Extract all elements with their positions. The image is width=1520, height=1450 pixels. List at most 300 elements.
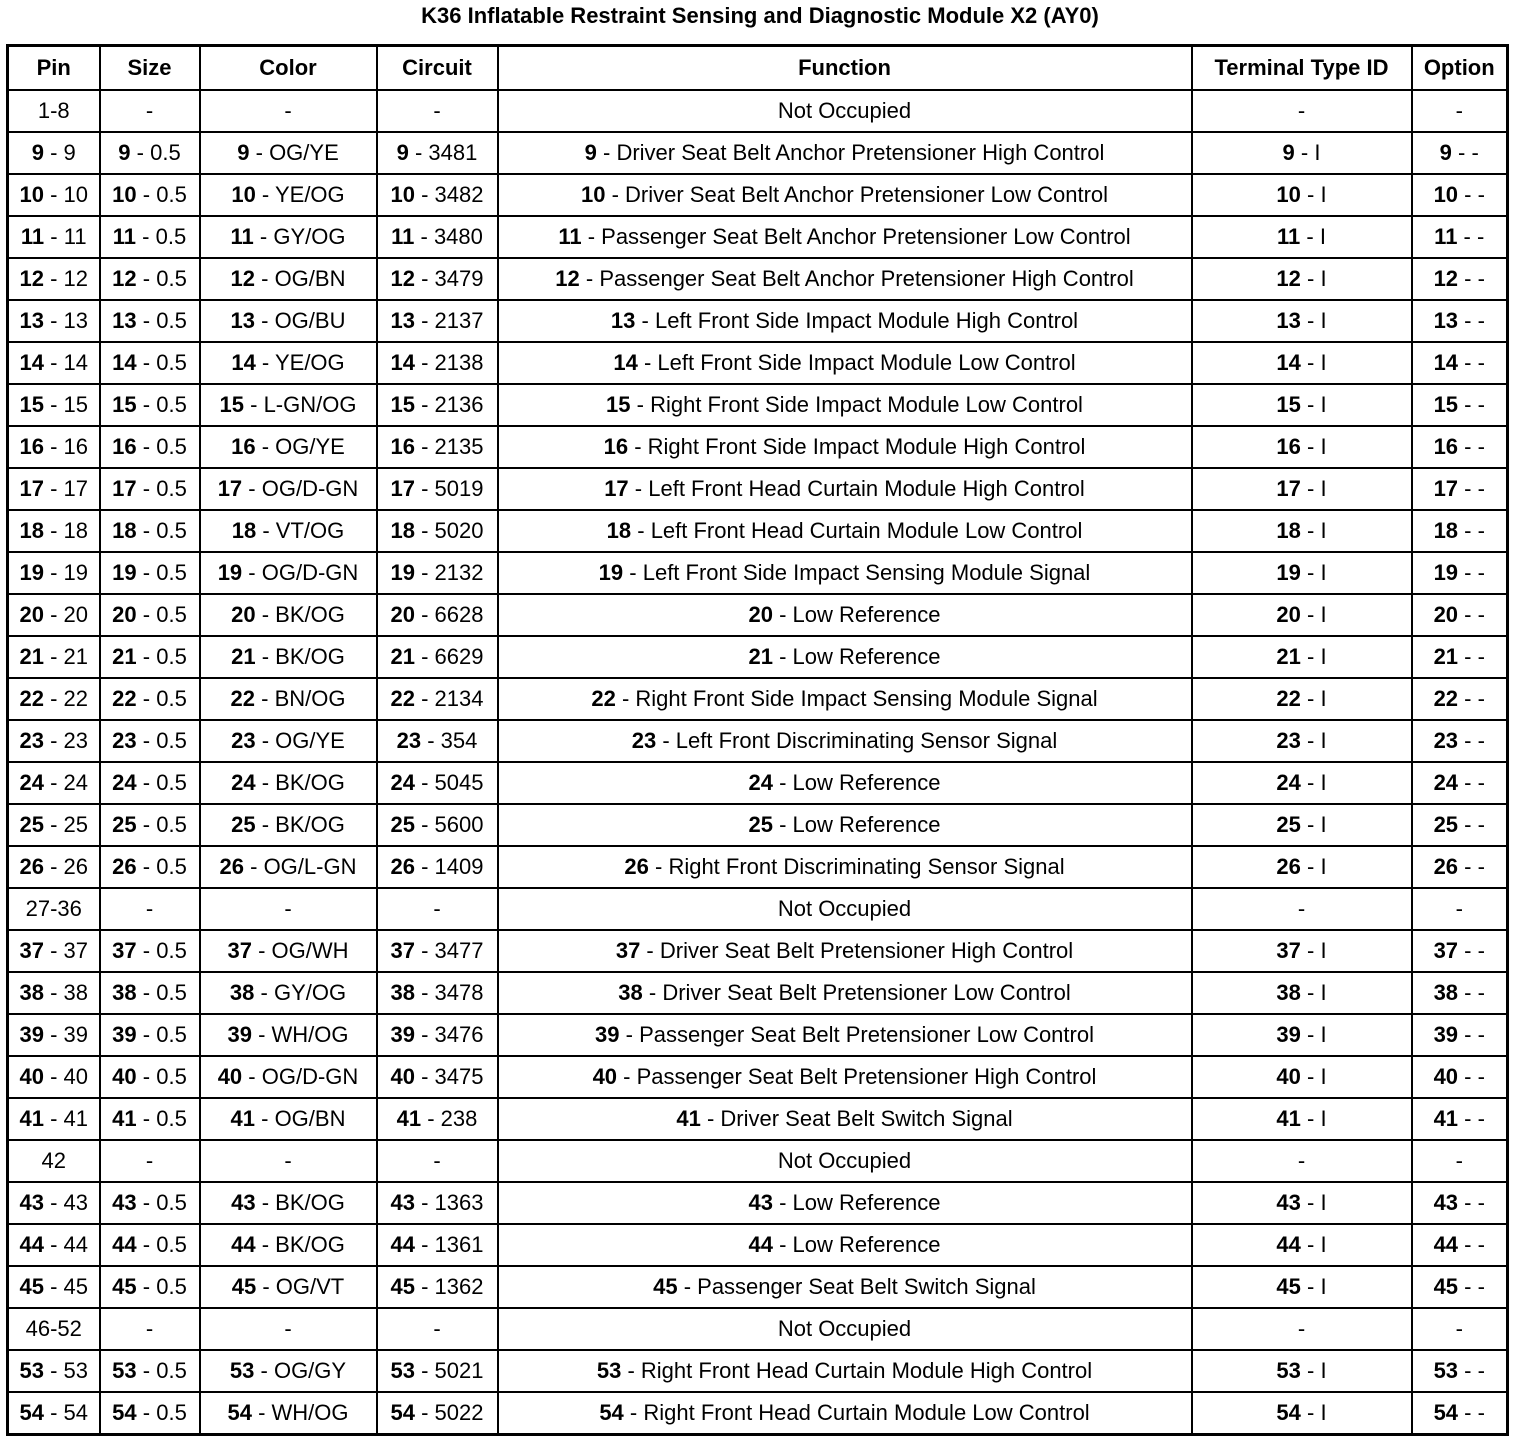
pin-number: 54 <box>227 1400 252 1425</box>
cell-color <box>200 1140 377 1182</box>
table-row <box>8 1182 1508 1224</box>
pin-number: 26 <box>219 854 244 879</box>
table-row <box>8 594 1508 636</box>
separator: - <box>136 854 157 879</box>
pin-number: 19 <box>217 560 243 585</box>
cell-value: 53 <box>63 1358 89 1383</box>
cell-value: Passenger Seat Belt Pretensioner High Control <box>636 1064 1097 1089</box>
table-row <box>8 426 1508 468</box>
separator: - <box>1300 1064 1321 1089</box>
separator: - <box>1300 812 1321 837</box>
pin-number: 43 <box>231 1190 256 1215</box>
cell-function <box>498 1098 1192 1140</box>
cell-color <box>200 1182 377 1224</box>
cell-value: BK/OG <box>275 644 345 669</box>
separator: - <box>1300 1358 1321 1383</box>
cell-value: WH/OG <box>271 1022 349 1047</box>
pin-number: 10 <box>112 182 137 207</box>
cell-terminal-type-id <box>1192 90 1412 132</box>
cell-value: I <box>1320 308 1327 333</box>
separator: - <box>251 1400 272 1425</box>
pin-number: 53 <box>112 1358 137 1383</box>
cell-value: - <box>1477 182 1485 207</box>
separator: - <box>249 140 270 165</box>
cell-circuit <box>377 1266 498 1308</box>
separator: - <box>1300 602 1321 627</box>
separator: - <box>414 266 435 291</box>
cell-terminal-type-id <box>1192 804 1412 846</box>
cell-value: 0.5 <box>156 266 187 291</box>
separator: - <box>43 392 64 417</box>
cell-value: YE/OG <box>274 350 345 375</box>
cell-value: OG/YE <box>269 140 339 165</box>
separator: - <box>414 1400 435 1425</box>
cell-circuit <box>377 1098 498 1140</box>
cell-circuit <box>377 1056 498 1098</box>
separator: - <box>1451 140 1472 165</box>
separator: - <box>255 812 276 837</box>
cell-function <box>498 1308 1192 1350</box>
cell-terminal-type-id <box>1192 594 1412 636</box>
pin-number: 14 <box>112 350 137 375</box>
cell-value: - <box>284 98 292 123</box>
cell-size <box>100 342 200 384</box>
cell-function <box>498 216 1192 258</box>
table-row <box>8 258 1508 300</box>
pin-number: 13 <box>112 308 137 333</box>
pin-number: 19 <box>1276 560 1301 585</box>
separator: - <box>244 392 264 417</box>
cell-color <box>200 678 377 720</box>
cell-circuit <box>377 1224 498 1266</box>
cell-value: 3480 <box>433 224 483 249</box>
cell-circuit <box>377 930 498 972</box>
pin-number: 16 <box>603 434 629 459</box>
separator: - <box>255 1190 276 1215</box>
pin-number: 9 <box>396 140 409 165</box>
cell-value: - <box>1477 308 1485 333</box>
table-row <box>8 342 1508 384</box>
cell-value: 5020 <box>434 518 484 543</box>
cell-value: 1362 <box>434 1274 484 1299</box>
pin-number: 15 <box>219 392 244 417</box>
pin-number: 40 <box>592 1064 618 1089</box>
table-row <box>8 216 1508 258</box>
cell-circuit <box>377 342 498 384</box>
pin-number: 26 <box>19 854 44 879</box>
cell-value: Right Front Side Impact Module High Control <box>647 434 1086 459</box>
cell-circuit <box>377 258 498 300</box>
pin-number: 25 <box>231 812 256 837</box>
cell-circuit <box>377 384 498 426</box>
pin-number: 26 <box>112 854 137 879</box>
cell-value: 3478 <box>434 980 484 1005</box>
cell-size <box>100 1014 200 1056</box>
cell-function <box>498 762 1192 804</box>
pin-number: 54 <box>1276 1400 1301 1425</box>
pin-number: 44 <box>231 1232 256 1257</box>
pin-number: 17 <box>112 476 137 501</box>
cell-option <box>1412 846 1508 888</box>
cell-value: 37 <box>63 938 89 963</box>
pin-number: 23 <box>631 728 657 753</box>
cell-function <box>498 300 1192 342</box>
separator: - <box>136 1106 157 1131</box>
cell-pin <box>8 552 100 594</box>
pin-number: 10 <box>390 182 415 207</box>
cell-value: - <box>1477 686 1485 711</box>
cell-value: 0.5 <box>156 812 187 837</box>
separator: - <box>136 224 156 249</box>
pin-number: 37 <box>1276 938 1301 963</box>
separator: - <box>136 686 157 711</box>
pin-number: 43 <box>112 1190 137 1215</box>
cell-terminal-type-id <box>1192 1392 1412 1435</box>
cell-value: - <box>1477 728 1485 753</box>
table-row <box>8 1140 1508 1182</box>
header-row <box>8 46 1508 91</box>
cell-function <box>498 552 1192 594</box>
pin-number: 18 <box>1276 518 1301 543</box>
cell-pin <box>8 132 100 174</box>
separator: - <box>43 1022 64 1047</box>
pin-number: 24 <box>748 770 773 795</box>
pin-number: 22 <box>112 686 137 711</box>
separator: - <box>1300 1190 1321 1215</box>
cell-value: 42 <box>41 1148 66 1173</box>
cell-value: 0.5 <box>156 1274 187 1299</box>
separator: - <box>414 854 435 879</box>
cell-value: 0.5 <box>156 1232 187 1257</box>
cell-circuit <box>377 1014 498 1056</box>
cell-value: - <box>433 1148 441 1173</box>
pin-number: 43 <box>19 1190 44 1215</box>
separator: - <box>414 812 435 837</box>
cell-color <box>200 846 377 888</box>
cell-value: Driver Seat Belt Pretensioner High Control <box>659 938 1074 963</box>
cell-option <box>1412 1308 1508 1350</box>
cell-value: L-GN/OG <box>263 392 357 417</box>
pin-number: 37 <box>1433 938 1459 963</box>
separator: - <box>1300 770 1321 795</box>
pin-number: 25 <box>1276 812 1301 837</box>
cell-option <box>1412 1266 1508 1308</box>
separator: - <box>1457 224 1477 249</box>
cell-size <box>100 846 200 888</box>
separator: - <box>414 686 435 711</box>
cell-color <box>200 1056 377 1098</box>
separator: - <box>1458 686 1478 711</box>
pin-number: 41 <box>19 1106 44 1131</box>
pin-number: 26 <box>624 854 649 879</box>
separator: - <box>414 980 435 1005</box>
separator: - <box>1300 728 1321 753</box>
cell-value: - <box>145 1316 154 1341</box>
pin-number: 17 <box>604 476 629 501</box>
cell-value: I <box>1314 140 1321 165</box>
cell-value: - <box>284 1316 292 1341</box>
separator: - <box>414 770 435 795</box>
separator: - <box>1458 1400 1478 1425</box>
separator: - <box>1300 938 1321 963</box>
separator: - <box>1300 686 1321 711</box>
cell-circuit <box>377 720 498 762</box>
pin-number: 12 <box>19 266 44 291</box>
pin-number: 39 <box>1276 1022 1301 1047</box>
cell-option <box>1412 1350 1508 1392</box>
pin-number: 22 <box>19 686 44 711</box>
table-row <box>8 678 1508 720</box>
separator: - <box>43 644 64 669</box>
separator: - <box>414 1190 435 1215</box>
pin-number: 13 <box>610 308 636 333</box>
cell-size <box>100 300 200 342</box>
cell-value: I <box>1320 602 1327 627</box>
cell-value: 12 <box>63 266 89 291</box>
pin-number: 38 <box>112 980 137 1005</box>
pin-number: 54 <box>390 1400 415 1425</box>
cell-pin <box>8 1308 100 1350</box>
pin-number: 24 <box>19 770 44 795</box>
separator: - <box>1458 938 1478 963</box>
cell-value: 2132 <box>434 560 484 585</box>
separator: - <box>136 266 157 291</box>
cell-value: Not Occupied <box>777 1148 912 1173</box>
cell-value: 2138 <box>434 350 484 375</box>
separator: - <box>414 1358 435 1383</box>
cell-color <box>200 258 377 300</box>
cell-size <box>100 930 200 972</box>
document-title: K36 Inflatable Restraint Sensing and Diagnostic Module X2 (AY0) <box>421 3 1099 28</box>
pin-number: 38 <box>618 980 643 1005</box>
cell-pin <box>8 636 100 678</box>
separator: - <box>1458 518 1478 543</box>
separator: - <box>43 938 64 963</box>
pin-number: 45 <box>653 1274 678 1299</box>
cell-value: 6629 <box>434 644 484 669</box>
cell-value: - <box>1477 392 1485 417</box>
cell-value: 0.5 <box>156 560 187 585</box>
cell-circuit <box>377 1308 498 1350</box>
cell-size <box>100 1182 200 1224</box>
cell-terminal-type-id <box>1192 930 1412 972</box>
cell-terminal-type-id <box>1192 678 1412 720</box>
pin-number: 18 <box>19 518 44 543</box>
pin-number: 40 <box>217 1064 243 1089</box>
cell-value: - <box>1477 1400 1485 1425</box>
cell-size <box>100 1266 200 1308</box>
cell-function <box>498 90 1192 132</box>
pin-number: 39 <box>112 1022 137 1047</box>
cell-value: - <box>1297 98 1306 123</box>
pin-number: 12 <box>230 266 255 291</box>
cell-value: 41 <box>63 1106 89 1131</box>
pin-number: 53 <box>1433 1358 1459 1383</box>
pin-number: 16 <box>1433 434 1459 459</box>
cell-function <box>498 888 1192 930</box>
cell-color <box>200 636 377 678</box>
pin-number: 10 <box>1276 182 1301 207</box>
pin-number: 9 <box>31 140 44 165</box>
cell-option <box>1412 678 1508 720</box>
cell-value: BK/OG <box>275 602 345 627</box>
separator: - <box>414 476 435 501</box>
separator: - <box>414 434 435 459</box>
separator: - <box>43 1358 64 1383</box>
separator: - <box>635 308 655 333</box>
pin-number: 9 <box>584 140 597 165</box>
cell-value: 3477 <box>434 938 484 963</box>
cell-value: 0.5 <box>156 392 187 417</box>
pin-number: 44 <box>390 1232 415 1257</box>
separator: - <box>772 770 793 795</box>
cell-terminal-type-id <box>1192 384 1412 426</box>
cell-size <box>100 1056 200 1098</box>
pin-number: 40 <box>19 1064 44 1089</box>
separator: - <box>255 602 276 627</box>
pin-number: 38 <box>1276 980 1301 1005</box>
cell-value: 14 <box>63 350 89 375</box>
cell-pin <box>8 216 100 258</box>
cell-option <box>1412 720 1508 762</box>
separator: - <box>43 728 64 753</box>
cell-value: 2136 <box>434 392 484 417</box>
cell-value: OG/D-GN <box>261 560 359 585</box>
cell-value: I <box>1320 1400 1327 1425</box>
pin-number: 9 <box>1439 140 1452 165</box>
cell-color <box>200 720 377 762</box>
cell-value: - <box>1477 560 1485 585</box>
header-size: Size <box>100 46 200 91</box>
pin-number: 15 <box>390 392 415 417</box>
table-row <box>8 846 1508 888</box>
pin-number: 18 <box>231 518 257 543</box>
pin-number: 53 <box>229 1358 255 1383</box>
pin-number: 40 <box>112 1064 137 1089</box>
cell-value: OG/YE <box>275 434 345 459</box>
cell-color <box>200 1014 377 1056</box>
cell-value: 5045 <box>434 770 484 795</box>
separator: - <box>136 938 157 963</box>
pin-number: 14 <box>1276 350 1301 375</box>
cell-function <box>498 342 1192 384</box>
pin-number: 12 <box>555 266 580 291</box>
cell-value: - <box>145 1148 154 1173</box>
separator: - <box>414 518 435 543</box>
separator: - <box>43 1106 64 1131</box>
separator: - <box>700 1106 721 1131</box>
cell-value: OG/D-GN <box>261 1064 359 1089</box>
cell-value: I <box>1320 644 1327 669</box>
separator: - <box>421 728 441 753</box>
pin-number: 14 <box>390 350 415 375</box>
cell-value: 22 <box>63 686 89 711</box>
cell-value: 238 <box>440 1106 478 1131</box>
separator: - <box>253 224 274 249</box>
pin-number: 20 <box>1276 602 1301 627</box>
separator: - <box>136 392 157 417</box>
separator: - <box>43 140 64 165</box>
separator: - <box>1458 1358 1478 1383</box>
cell-value: Left Front Side Impact Module High Control <box>654 308 1079 333</box>
pin-number: 41 <box>396 1106 422 1131</box>
cell-value: 5019 <box>434 476 484 501</box>
cell-value: Left Front Head Curtain Module Low Control <box>650 518 1083 543</box>
cell-function <box>498 1182 1192 1224</box>
cell-value: - <box>1477 644 1485 669</box>
pin-number: 54 <box>1433 1400 1459 1425</box>
cell-size <box>100 258 200 300</box>
separator: - <box>43 980 64 1005</box>
separator: - <box>130 140 151 165</box>
cell-value: I <box>1320 1064 1327 1089</box>
separator: - <box>254 1358 274 1383</box>
cell-option <box>1412 90 1508 132</box>
pin-number: 41 <box>1276 1106 1301 1131</box>
cell-pin <box>8 972 100 1014</box>
cell-circuit <box>377 1392 498 1435</box>
cell-function <box>498 972 1192 1014</box>
cell-function <box>498 1224 1192 1266</box>
cell-option <box>1412 342 1508 384</box>
cell-pin <box>8 762 100 804</box>
cell-circuit <box>377 678 498 720</box>
table-row <box>8 384 1508 426</box>
cell-value: Right Front Head Curtain Module Low Control <box>643 1400 1090 1425</box>
cell-value: 0.5 <box>156 1190 187 1215</box>
cell-color <box>200 90 377 132</box>
separator: - <box>1458 560 1478 585</box>
separator: - <box>421 1106 441 1131</box>
pin-number: 39 <box>19 1022 44 1047</box>
cell-value: BK/OG <box>275 1232 345 1257</box>
pin-number: 11 <box>558 224 582 249</box>
table-row <box>8 1350 1508 1392</box>
pin-number: 23 <box>396 728 422 753</box>
separator: - <box>1300 182 1321 207</box>
header-function: Function <box>498 46 1192 91</box>
separator: - <box>1458 728 1478 753</box>
cell-value: 1363 <box>434 1190 484 1215</box>
separator: - <box>623 560 643 585</box>
cell-pin <box>8 1392 100 1435</box>
separator: - <box>1458 476 1478 501</box>
cell-value: 0.5 <box>156 434 187 459</box>
cell-value: YE/OG <box>274 182 345 207</box>
cell-value: 0.5 <box>156 1358 187 1383</box>
cell-pin <box>8 1056 100 1098</box>
separator: - <box>414 1064 435 1089</box>
cell-pin <box>8 720 100 762</box>
separator: - <box>414 392 435 417</box>
pin-number: 25 <box>112 812 137 837</box>
cell-pin <box>8 468 100 510</box>
separator: - <box>242 476 262 501</box>
pin-number: 20 <box>19 602 44 627</box>
pin-number: 17 <box>390 476 415 501</box>
separator: - <box>136 1190 157 1215</box>
cell-value: BK/OG <box>275 812 345 837</box>
table-row <box>8 132 1508 174</box>
cell-terminal-type-id <box>1192 426 1412 468</box>
cell-value: 5021 <box>434 1358 484 1383</box>
cell-value: 0.5 <box>156 854 187 879</box>
separator: - <box>43 1190 64 1215</box>
cell-pin <box>8 300 100 342</box>
cell-option <box>1412 594 1508 636</box>
pin-number: 15 <box>112 392 137 417</box>
pin-number: 22 <box>390 686 415 711</box>
